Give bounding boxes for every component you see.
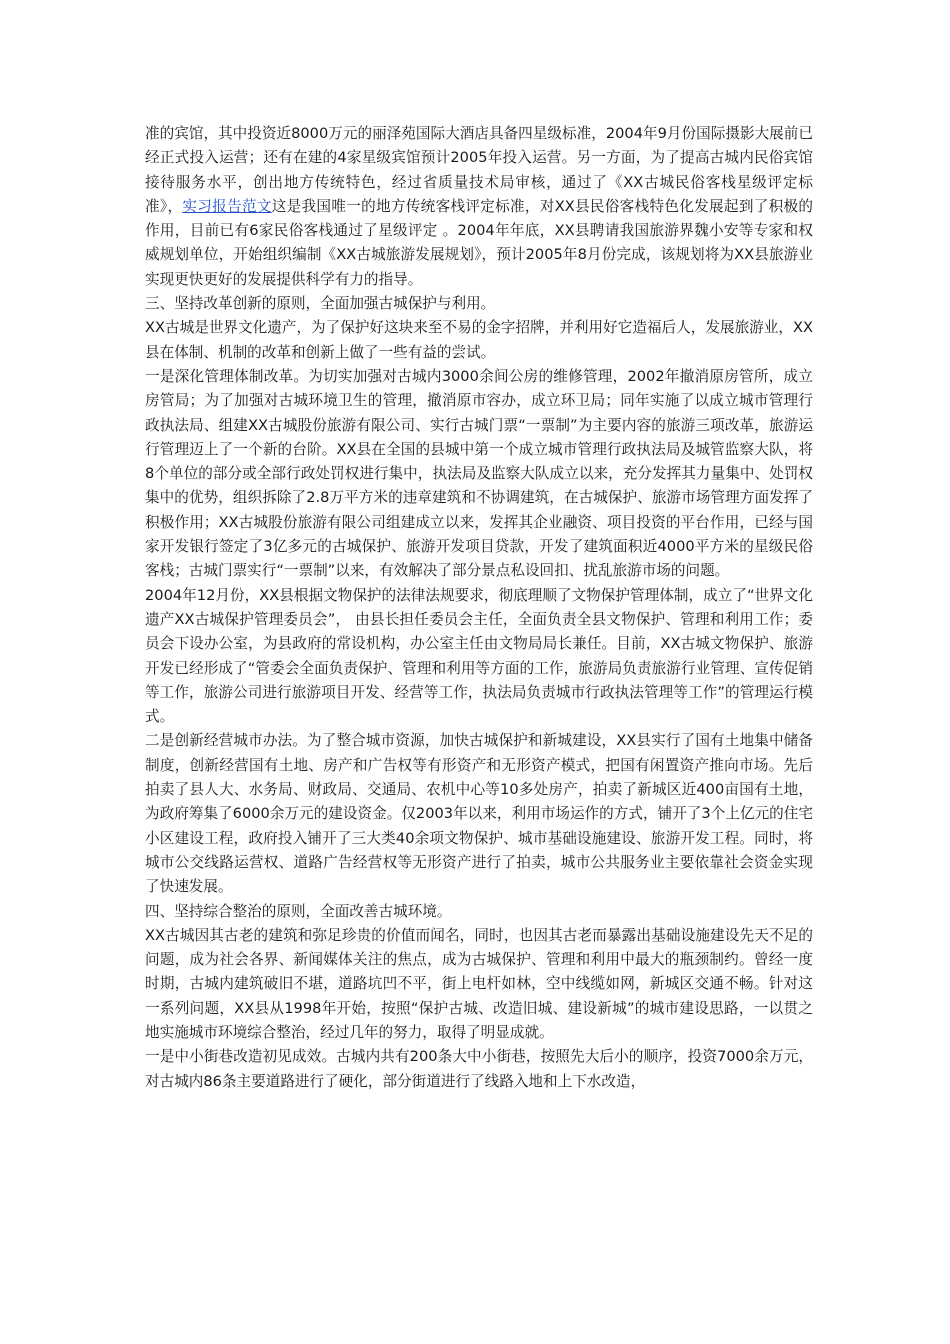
paragraph-text: 准的宾馆，其中投资近8000万元的丽泽苑国际大酒店具备四星级标准，2004年9月份国际摄影大展前已经正式投入运营；还有在建的4家星级宾馆预计2005年投入运营。另一方面，为了提高古城内民俗宾馆接待服务水平，创出地方传统特色，经过省质量技术局审核，通过了《XX古城民俗客栈星级评定标准》， (145, 125, 813, 215)
paragraph-text: 这是我国唯一的地方传统客栈评定标准，对XX县民俗客栈特色化发展起到了积极的作用，目前已有6家民俗客栈通过了星级评定 。2004年年底，XX县聘请我国旅游界魏小安等专家和权威规划单位，开始组织编制《XX古城旅游发展规划》，预计2005年8月份完成，该规划将为XX县旅游业实现更快更好的发展提供科学有力的指导。 (145, 197, 813, 288)
paragraph-management-reform: 一是深化管理体制改革。为切实加强对古城内3000余间公房的维修管理，2002年撤消原房管所，成立房管局；为了加强对古城环境卫生的管理，撤消原市容办，成立环卫局；同年实施了以成立城市管理行政执法局、组建XX古城股份旅游有限公司、实行古城门票“一票制”为主要内容的旅游三项改革，旅游运行管理迈上了一个新的台阶。XX县在全国的县城中第一个成立城市管理行政执法局及城管监察大队，将8个单位的部分或全部行政处罚权进行集中，执法局及监察大队成立以来，充分发挥其力量集中、处罚权集中的优势，组织拆除了2.8万平方米的违章建筑和不协调建筑，在古城保护、旅游市场管理方面发挥了积极作用；XX古城股份旅游有限公司组建成立以来，发挥其企业融资、项目投资的平台作用，已经与国家开发银行签定了3亿多元的古城保护、旅游开发项目贷款，开发了建筑面积近4000平方米的星级民俗客栈；古城门票实行“一票制”以来，有效解决了部分景点私设回扣、扰乱旅游市场的问题。 (145, 367, 813, 580)
paragraph-protection-committee: 2004年12月份，XX县根据文物保护的法律法规要求，彻底理顺了文物保护管理体制，成立了“世界文化遗产XX古城保护管理委员会”， 由县长担任委员会主任，全面负责全县文物保护、管理和利用工作；委员会下设办公室，为县政府的常设机构，办公室主任由文物局局长兼任。目前，XX古城文物保护、旅游开发已经形成了“管委会全面负责保护、管理和利用等方面的工作，旅游局负责旅游行业管理、宣传促销等工作，旅游公司进行旅游项目开发、经营等工作，执法局负责城市行政执法管理等工作”的管理运行模式。 (145, 586, 813, 726)
report-sample-link[interactable]: 实习报告范文 (182, 197, 272, 215)
paragraph-street-renovation: 一是中小街巷改造初见成效。古城内共有200条大中小街巷，按照先大后小的顺序，投资7000余万元，对古城内86条主要道路进行了硬化，部分街道进行了线路入地和上下水改造， (145, 1048, 813, 1090)
section-heading-environment: 四、坚持综合整治的原则，全面改善古城环境。 (145, 902, 452, 920)
paragraph-heritage: XX古城是世界文化遗产，为了保护好这块来至不易的金字招牌，并利用好它造福后人，发展旅游业，XX县在体制、机制的改革和创新上做了一些有益的尝试。 (145, 319, 813, 361)
paragraph-infrastructure: XX古城因其古老的建筑和弥足珍贵的价值而闻名，同时，也因其古老而暴露出基础设施建设先天不足的问题，成为社会各界、新闻媒体关注的焦点，成为古城保护、管理和利用中最大的瓶颈制约。曾经一度时期，古城内建筑破旧不堪，道路坑凹不平，街上电杆如林，空中线缆如网，新城区交通不畅。针对这一系列问题，XX县从1998年开始，按照“保护古城、改造旧城、建设新城”的城市建设思路，一以贯之地实施城市环境综合整治，经过几年的努力，取得了明显成就。 (145, 926, 813, 1041)
paragraph-hotels (145, 122, 813, 292)
section-heading-reform: 三、坚持改革创新的原则，全面加强古城保护与利用。 (145, 295, 496, 313)
paragraph-city-operation: 二是创新经营城市办法。为了整合城市资源，加快古城保护和新城建设，XX县实行了国有土地集中储备制度，创新经营国有土地、房产和广告权等有形资产和无形资产模式，把国有闲置资产推向市场。先后拍卖了县人大、水务局、财政局、交通局、农机中心等10多处房产，拍卖了新城区近400亩国有土地，为政府筹集了6000余万元的建设资金。仅2003年以来，利用市场运作的方式，铺开了3个上亿元的住宅小区建设工程，政府投入铺开了三大类40余项文物保护、城市基础设施建设、旅游开发工程。同时，将城市公交线路运营权、道路广告经营权等无形资产进行了拍卖，城市公共服务业主要依靠社会资金实现了快速发展。 (145, 732, 813, 896)
document-body (145, 122, 813, 1094)
